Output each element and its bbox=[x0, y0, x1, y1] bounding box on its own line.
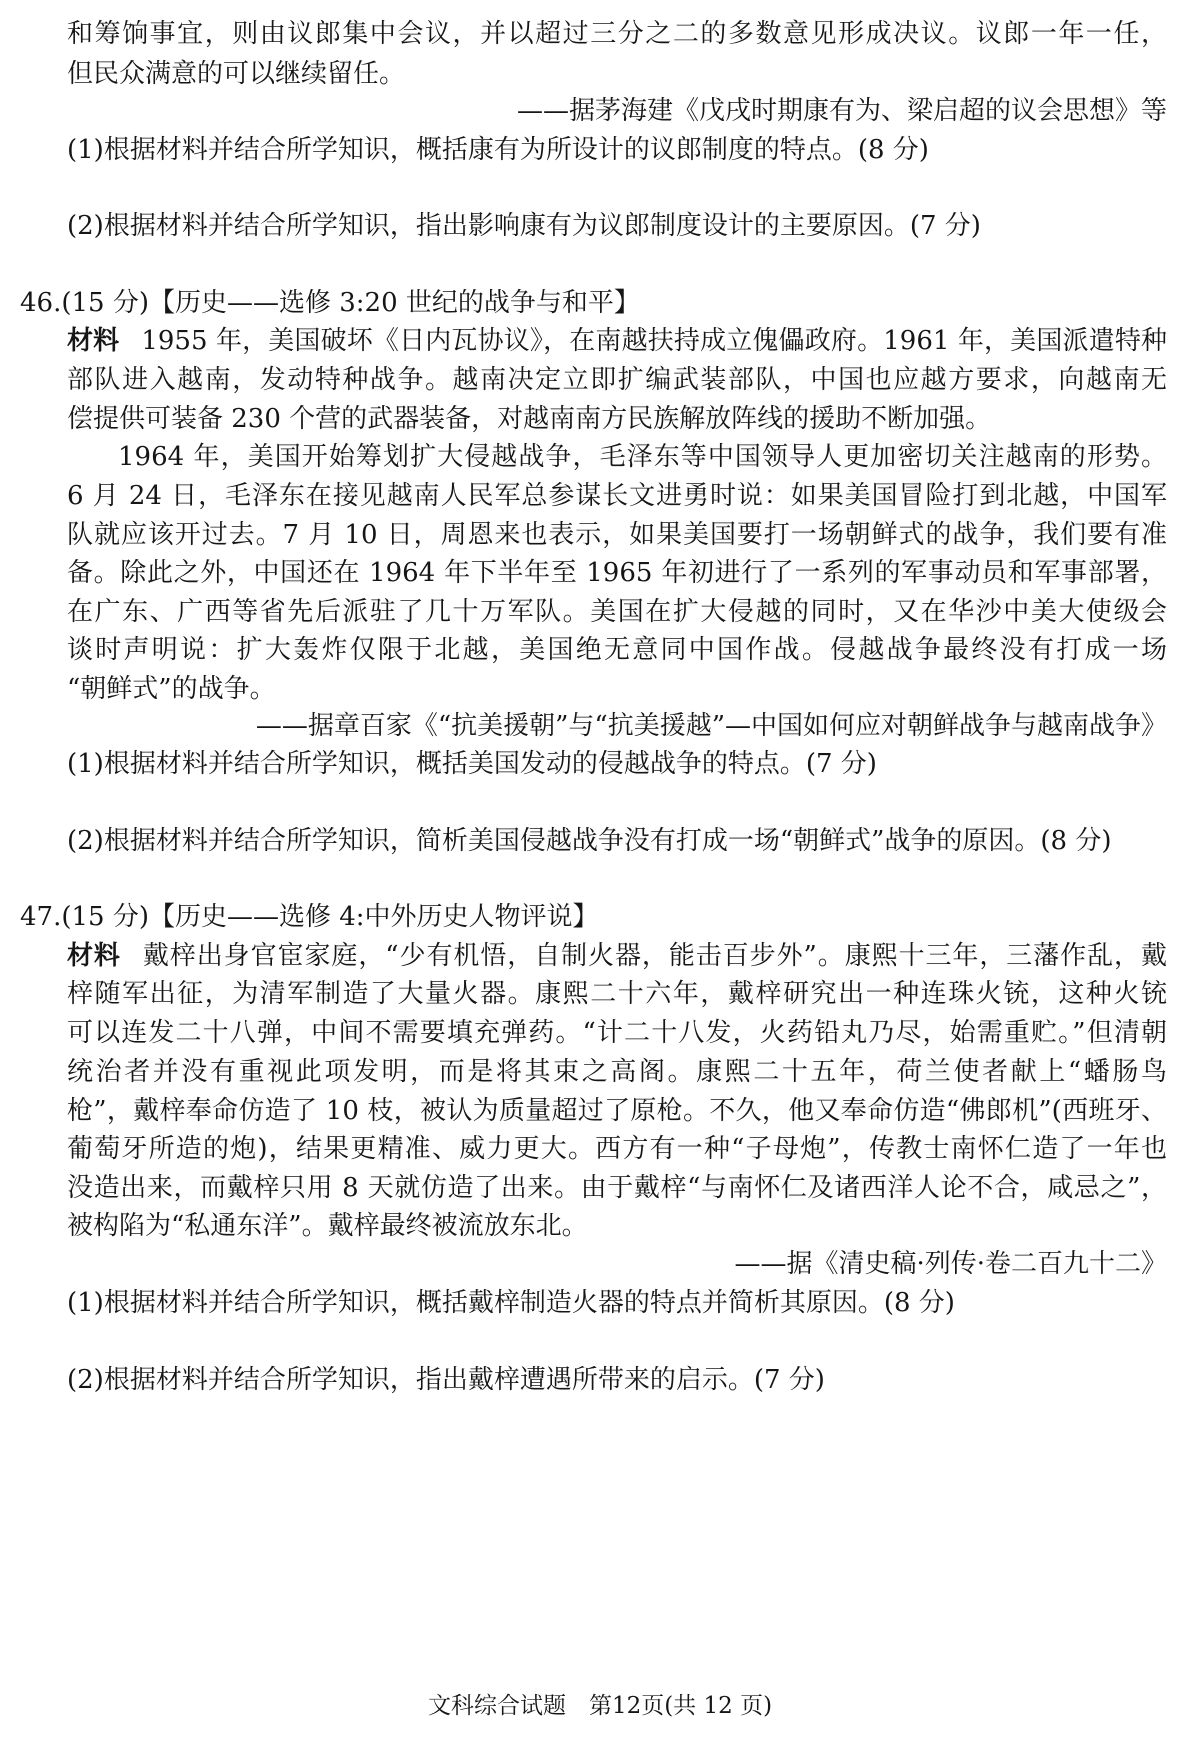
q47-header: 47.(15 分)【历史——选修 4:中外历史人物评说】 bbox=[20, 902, 599, 932]
q46-material-line: “朝鲜式”的战争。 bbox=[67, 674, 276, 704]
q47-material-line: 梓随军出征，为清军制造了大量火器。康熙二十六年，戴梓研究出一种连珠火铳，这种火铳 bbox=[67, 979, 1167, 1009]
prev-material-line: 但民众满意的可以继续留任。 bbox=[67, 59, 406, 89]
q46-question-1: (1)根据材料并结合所学知识，概括美国发动的侵越战争的特点。(7 分) bbox=[67, 749, 877, 779]
page-footer: 文科综合试题 第12页(共 12 页) bbox=[427, 1693, 773, 1719]
q47-material-line: 枪”，戴梓奉命仿造了 10 枝，被认为质量超过了原枪。不久，他又奉命仿造“佛郎机”(西班牙、 bbox=[67, 1096, 1167, 1126]
q47-source-citation: ——据《清史稿·列传·卷二百九十二》 bbox=[734, 1249, 1167, 1279]
q47-question-1: (1)根据材料并结合所学知识，概括戴梓制造火器的特点并简析其原因。(8 分) bbox=[67, 1288, 955, 1318]
q46-source-citation: ——据章百家《“抗美援朝”与“抗美援越”—中国如何应对朝鲜战争与越南战争》 bbox=[255, 711, 1167, 741]
prev-material-line: 和筹饷事宜，则由议郎集中会议，并以超过三分之二的多数意见形成决议。议郎一年一任， bbox=[67, 19, 1167, 49]
q46-material-line: 队就应该开过去。7 月 10 日，周恩来也表示，如果美国要打一场朝鲜式的战争，我们要有准 bbox=[67, 520, 1167, 550]
q47-material-line: 葡萄牙所造的炮)，结果更精准、威力更大。西方有一种“子母炮”，传教士南怀仁造了一年也 bbox=[67, 1134, 1167, 1164]
q47-material-line: 没造出来，而戴梓只用 8 天就仿造了出来。由于戴梓“与南怀仁及诸西洋人论不合，咸忌之”， bbox=[67, 1173, 1167, 1203]
q47-material-label: 材料 bbox=[67, 941, 121, 971]
q46-material-line: 6 月 24 日，毛泽东在接见越南人民军总参谋长文进勇时说：如果美国冒险打到北越，中国军 bbox=[67, 481, 1167, 511]
q46-material-line: 偿提供可装备 230 个营的武器装备，对越南南方民族解放阵线的援助不断加强。 bbox=[67, 404, 992, 434]
q46-material-line: 谈时声明说：扩大轰炸仅限于北越，美国绝无意同中国作战。侵越战争最终没有打成一场 bbox=[67, 635, 1167, 665]
q46-material-label: 材料 bbox=[67, 326, 120, 356]
prev-source-citation: ——据茅海建《戊戌时期康有为、梁启超的议会思想》等 bbox=[516, 96, 1167, 126]
q46-question-2: (2)根据材料并结合所学知识，简析美国侵越战争没有打成一场“朝鲜式”战争的原因。(8 分) bbox=[67, 826, 1112, 856]
prev-question-1: (1)根据材料并结合所学知识，概括康有为所设计的议郎制度的特点。(8 分) bbox=[67, 135, 929, 165]
q46-material-line: 备。除此之外，中国还在 1964 年下半年至 1965 年初进行了一系列的军事动员和军事部署， bbox=[67, 558, 1167, 588]
q46-material-line: 部队进入越南，发动特种战争。越南决定立即扩编武装部队，中国也应越方要求，向越南无 bbox=[67, 365, 1167, 395]
q47-question-2: (2)根据材料并结合所学知识，指出戴梓遭遇所带来的启示。(7 分) bbox=[67, 1365, 825, 1395]
q47-material-line: 统治者并没有重视此项发明，而是将其束之高阁。康熙二十五年，荷兰使者献上“蟠肠鸟 bbox=[67, 1057, 1167, 1087]
q47-material-line: 可以连发二十八弹，中间不需要填充弹药。“计二十八发，火药铅丸乃尽，始需重贮。”但清朝 bbox=[67, 1018, 1167, 1048]
q47-material-line: 材料 戴梓出身官宦家庭，“少有机悟，自制火器，能击百步外”。康熙十三年，三藩作乱，戴 bbox=[67, 941, 1167, 971]
prev-question-2: (2)根据材料并结合所学知识，指出影响康有为议郎制度设计的主要原因。(7 分) bbox=[67, 211, 981, 241]
q46-material-line: 在广东、广西等省先后派驻了几十万军队。美国在扩大侵越的同时，又在华沙中美大使级会 bbox=[67, 597, 1167, 627]
q46-material-line: 1964 年，美国开始筹划扩大侵越战争，毛泽东等中国领导人更加密切关注越南的形势。 bbox=[118, 442, 1167, 472]
q46-header: 46.(15 分)【历史——选修 3:20 世纪的战争与和平】 bbox=[20, 288, 640, 318]
q46-material-line: 材料 1955 年，美国破坏《日内瓦协议》，在南越扶持成立傀儡政府。1961 年，美国派遣特种 bbox=[67, 326, 1167, 356]
q47-material-line: 被构陷为“私通东洋”。戴梓最终被流放东北。 bbox=[67, 1211, 588, 1241]
